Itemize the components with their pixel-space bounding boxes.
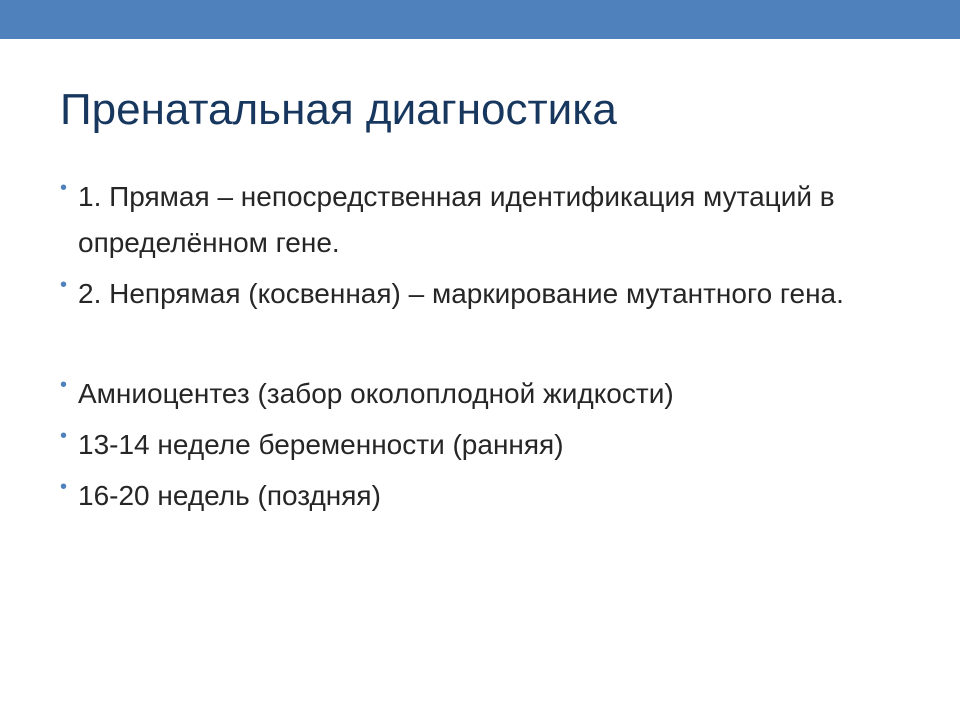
bullet-marker: • xyxy=(60,274,68,296)
bullet-item xyxy=(60,174,920,266)
bullet-text: 13-14 неделе беременности (ранняя) xyxy=(78,429,564,460)
bullet-item xyxy=(60,271,920,317)
bullet-marker: • xyxy=(60,374,68,396)
bullet-text: 1. Прямая – непосредственная идентификация мутаций в определённом гене. xyxy=(78,181,835,258)
bullet-list xyxy=(60,174,920,524)
slide-title: Пренатальная диагностика xyxy=(60,85,617,134)
bullet-text: 16-20 недель (поздняя) xyxy=(78,480,381,511)
bullet-marker: • xyxy=(60,177,68,199)
bullet-text: 2. Непрямая (косвенная) – маркирование мутантного гена. xyxy=(78,278,844,309)
bullet-item xyxy=(60,473,920,519)
bullet-marker: • xyxy=(60,476,68,498)
top-accent-bar xyxy=(0,0,960,39)
bullet-item xyxy=(60,371,920,417)
bullet-item xyxy=(60,422,920,468)
bullet-text: Амниоцентез (забор околоплодной жидкости) xyxy=(78,378,674,409)
bullet-marker: • xyxy=(60,425,68,447)
